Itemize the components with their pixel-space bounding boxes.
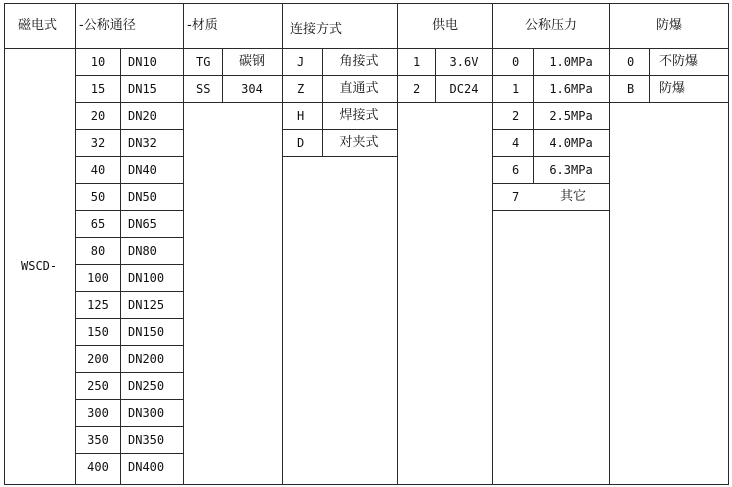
diameter-code: 15 — [90, 82, 106, 96]
grid-line — [533, 48, 534, 184]
grid-line — [120, 48, 121, 485]
material-name: 304 — [241, 82, 263, 96]
diameter-code: 40 — [90, 163, 106, 177]
grid-line — [649, 48, 650, 103]
pressure-name: 其它 — [559, 189, 587, 204]
explosion-name: 不防爆 — [659, 54, 699, 69]
grid-line — [4, 3, 729, 4]
diameter-name: DN200 — [128, 352, 165, 366]
grid-line — [183, 75, 283, 76]
grid-line — [4, 484, 729, 485]
diameter-name: DN40 — [128, 163, 157, 177]
grid-line — [435, 48, 436, 103]
pressure-code: 6 — [512, 163, 520, 177]
diameter-code: 20 — [90, 109, 106, 123]
diameter-code: 200 — [87, 352, 109, 366]
grid-line — [183, 102, 283, 103]
grid-line — [75, 102, 184, 103]
explosion-code: 0 — [627, 55, 635, 69]
grid-line — [609, 102, 729, 103]
model-prefix: WSCD- — [21, 259, 58, 273]
grid-line — [282, 75, 398, 76]
grid-line — [397, 102, 493, 103]
grid-line — [75, 372, 184, 373]
grid-line — [322, 48, 323, 157]
header-connection: 连接方式 — [290, 22, 343, 37]
diameter-name: DN80 — [128, 244, 157, 258]
grid-line — [397, 75, 493, 76]
diameter-code: 300 — [87, 406, 109, 420]
header-material: -材质 — [187, 18, 218, 33]
diameter-name: DN50 — [128, 190, 157, 204]
header-type: 磁电式 — [18, 18, 58, 33]
diameter-code: 250 — [87, 379, 109, 393]
diameter-name: DN250 — [128, 379, 165, 393]
grid-line — [492, 210, 610, 211]
grid-line — [492, 156, 610, 157]
pressure-name: 6.3MPa — [549, 163, 593, 177]
pressure-name: 1.6MPa — [549, 82, 593, 96]
connection-name: 焊接式 — [339, 108, 379, 123]
header-pressure: 公称压力 — [524, 18, 578, 33]
pressure-name: 4.0MPa — [549, 136, 593, 150]
diameter-name: DN400 — [128, 460, 165, 474]
pressure-code: 7 — [512, 190, 520, 204]
diameter-code: 350 — [87, 433, 109, 447]
connection-code: D — [297, 136, 305, 150]
pressure-name: 2.5MPa — [549, 109, 593, 123]
grid-line — [492, 102, 610, 103]
explosion-name: 防爆 — [659, 81, 686, 96]
connection-name: 对夹式 — [339, 135, 379, 150]
connection-name: 角接式 — [339, 54, 379, 69]
diameter-code: 10 — [90, 55, 106, 69]
grid-line — [75, 318, 184, 319]
diameter-code: 50 — [90, 190, 106, 204]
grid-line — [282, 156, 398, 157]
diameter-code: 100 — [87, 271, 109, 285]
pressure-code: 0 — [512, 55, 520, 69]
grid-line — [75, 75, 184, 76]
header-power: 供电 — [431, 18, 459, 33]
grid-line — [282, 102, 398, 103]
grid-line — [609, 75, 729, 76]
header-diameter: -公称通径 — [79, 18, 136, 33]
diameter-code: 32 — [90, 136, 106, 150]
diameter-code: 125 — [87, 298, 109, 312]
connection-code: J — [297, 55, 305, 69]
diameter-code: 65 — [90, 217, 106, 231]
explosion-code: B — [627, 82, 635, 96]
material-code: TG — [196, 55, 211, 69]
grid-line — [75, 210, 184, 211]
diameter-name: DN20 — [128, 109, 157, 123]
pressure-code: 2 — [512, 109, 520, 123]
diameter-name: DN32 — [128, 136, 157, 150]
grid-line — [75, 237, 184, 238]
grid-line — [75, 453, 184, 454]
diameter-name: DN150 — [128, 325, 165, 339]
power-code: 2 — [413, 82, 421, 96]
grid-line — [492, 183, 610, 184]
diameter-name: DN350 — [128, 433, 165, 447]
power-name: DC24 — [449, 82, 479, 96]
pressure-code: 4 — [512, 136, 520, 150]
grid-line — [222, 48, 223, 103]
grid-line — [4, 48, 729, 49]
diameter-name: DN65 — [128, 217, 157, 231]
diameter-code: 80 — [90, 244, 106, 258]
material-name: 碳钢 — [238, 54, 266, 69]
grid-line — [492, 75, 610, 76]
diameter-name: DN125 — [128, 298, 165, 312]
diameter-code: 400 — [87, 460, 109, 474]
diameter-code: 150 — [87, 325, 109, 339]
power-name: 3.6V — [449, 55, 479, 69]
grid-line — [492, 129, 610, 130]
diameter-name: DN10 — [128, 55, 157, 69]
connection-name: 直通式 — [339, 81, 379, 96]
grid-line — [75, 183, 184, 184]
material-code: SS — [196, 82, 211, 96]
diameter-name: DN100 — [128, 271, 165, 285]
grid-line — [4, 3, 5, 485]
grid-line — [75, 345, 184, 346]
grid-line — [75, 426, 184, 427]
grid-line — [75, 399, 184, 400]
connection-code: Z — [297, 82, 305, 96]
grid-line — [75, 156, 184, 157]
power-code: 1 — [413, 55, 421, 69]
connection-code: H — [297, 109, 305, 123]
pressure-code: 1 — [512, 82, 520, 96]
pressure-name: 1.0MPa — [549, 55, 593, 69]
grid-line — [75, 264, 184, 265]
diameter-name: DN15 — [128, 82, 157, 96]
grid-line — [75, 129, 184, 130]
header-explosion: 防爆 — [655, 18, 683, 33]
diameter-name: DN300 — [128, 406, 165, 420]
grid-line — [75, 291, 184, 292]
grid-line — [282, 129, 398, 130]
